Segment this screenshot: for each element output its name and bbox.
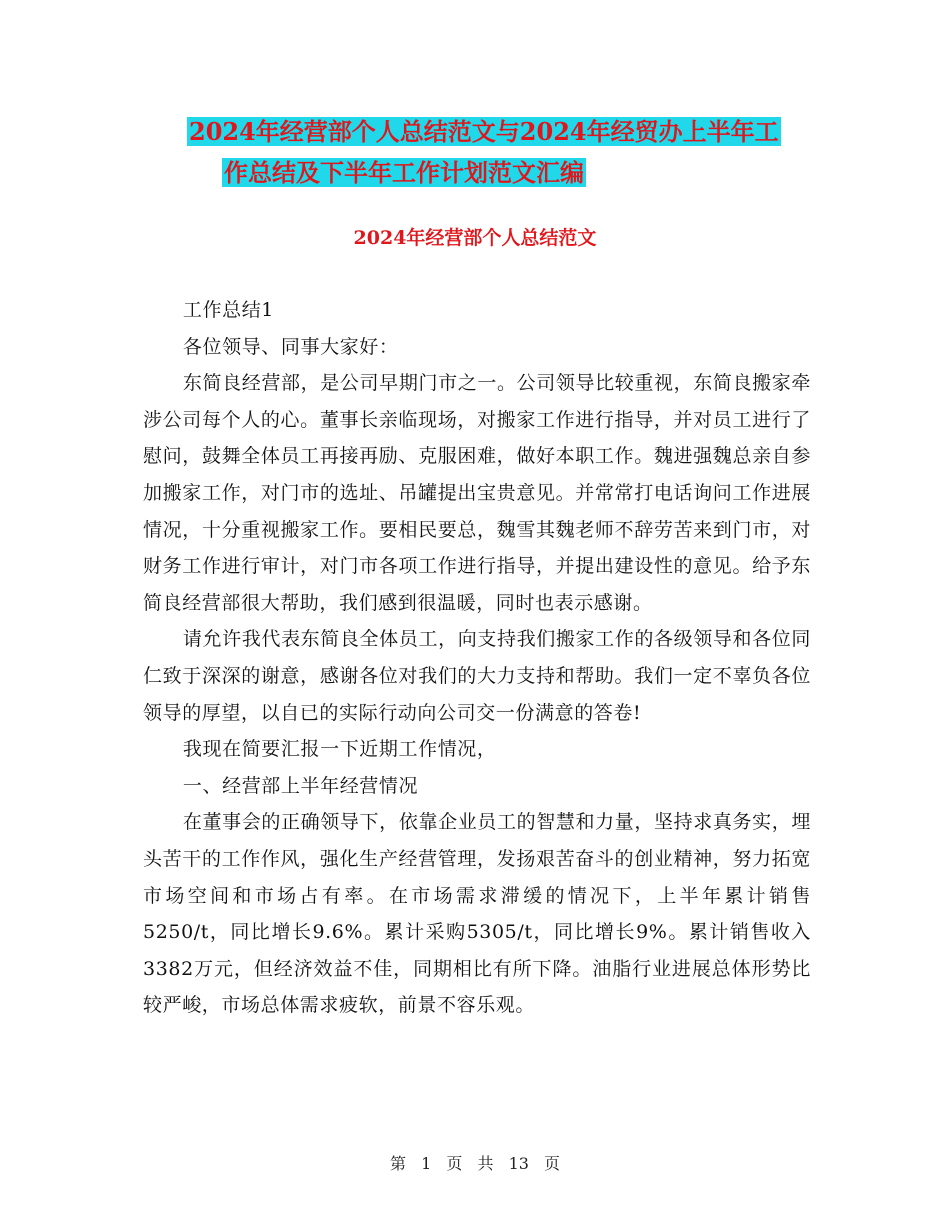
paragraph: 在董事会的正确领导下，依靠企业员工的智慧和力量，坚持求真务实，埋头苦干的工作作风，强化生产经营管理，发扬艰苦奋斗的创业精神，努力拓宽市场空间和市场占有率。在市场需求滞缓的情况下，上半年累计销售5250/t，同比增长9.6%。累计采购5305/t，同比增长9%。累计销售收入3382万元，但经济效益不佳，同期相比有所下降。油脂行业进展总体形势比较严峻，市场总体需求疲软，前景不容乐观。 (143, 811, 811, 1017)
footer-prefix: 第 (389, 1154, 406, 1173)
current-page-number: 1 (421, 1154, 432, 1173)
paragraph: 东简良经营部，是公司早期门市之一。公司领导比较重视，东简良搬家牵涉公司每个人的心。董事长亲临现场，对搬家工作进行指导，并对员工进行了慰问，鼓舞全体员工再接再励、克服困难，做好本职工作。魏进强魏总亲自参加搬家工作，对门市的选址、吊罐提出宝贵意见。并常常打电话询问工作进展情况，十分重视搬家工作。要相民要总，魏雪其魏老师不辞劳苦来到门市，对财务工作进行审计，对门市各项工作进行指导，并提出建设性的意见。给予东简良经营部很大帮助，我们感到很温暖，同时也表示感谢。 (143, 372, 811, 614)
paragraph: 各位领导、同事大家好： (182, 335, 399, 358)
title-highlight: 2024年经营部个人总结范文与2024年经贸办上半年工 (189, 117, 779, 146)
document-title-line-2 (0, 151, 950, 195)
document-title-line-1 (0, 110, 950, 154)
footer-mid-1: 页 (446, 1154, 463, 1173)
paragraph: 我现在简要汇报一下近期工作情况， (182, 738, 497, 761)
title-highlight: 作总结及下半年工作计划范文汇编 (224, 158, 584, 187)
paragraph: 工作总结1 (182, 299, 274, 321)
paragraph: 请允许我代表东简良全体员工，向支持我们搬家工作的各级领导和各位同仁致于深深的谢意，感谢各位对我们的大力支持和帮助。我们一定不辜负各位领导的厚望，以自已的实际行动向公司交一份满意的答卷! (143, 628, 811, 724)
page-footer (0, 1153, 950, 1175)
total-pages-number: 13 (508, 1154, 529, 1173)
footer-mid-2: 共 (477, 1154, 494, 1173)
section-title: 2024年经营部个人总结范文 (353, 227, 597, 249)
paragraph: 一、经营部上半年经营情况 (182, 774, 419, 797)
body-text (143, 292, 811, 1024)
footer-suffix: 页 (544, 1154, 561, 1173)
